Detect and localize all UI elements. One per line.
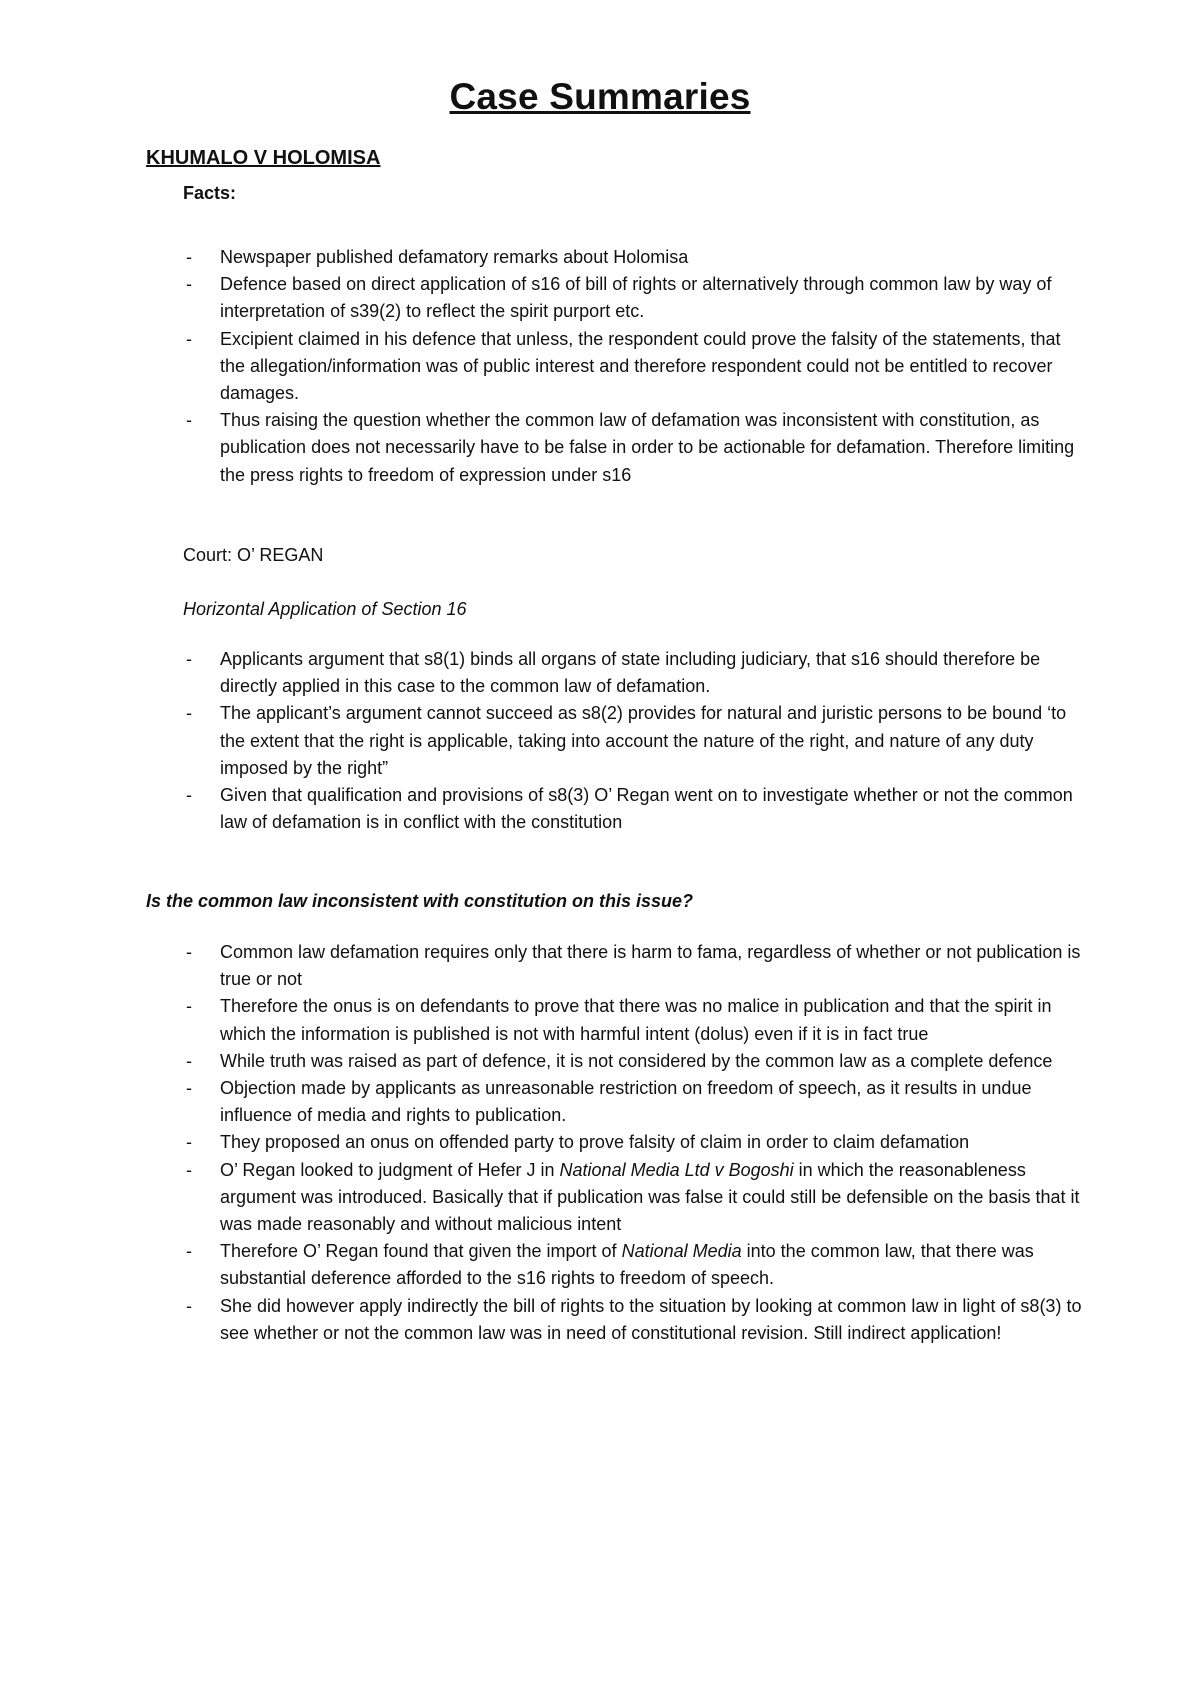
national-media-after: into the common law, that there was substantial deference afforded to the s16 rights to freedom of speech. <box>220 1241 1034 1289</box>
list-item: - O’ Regan looked to judgment of Hefer J in National Media Ltd v Bogoshi in which the reasonableness argument was introduced. Basically that if publication was false it could still be defensible on the basis that it was made reasonably and without malicious intent <box>186 1159 1080 1235</box>
court-line: Court: O’ REGAN <box>183 545 324 565</box>
list-item-text: Thus raising the question whether the common law of defamation was inconsistent with constitution, as publication does not necessarily have to be false in order to be actionable for defamation. Therefore limiting the press rights to freedom of expression under s16 <box>220 410 1075 485</box>
list-item: - They proposed an onus on offended party to prove falsity of claim in order to claim defamation <box>186 1132 970 1153</box>
list-item: - Given that qualification and provisions of s8(3) O’ Regan went on to investigate whether or not the common law of defamation is in conflict with the constitution <box>186 785 1073 833</box>
list-item-text: Objection made by applicants as unreasonable restriction on freedom of speech, as it results in undue influence of media and rights to publication. <box>220 1078 1032 1126</box>
list-item: - Applicants argument that s8(1) binds all organs of state including judiciary, that s16 should therefore be directly applied in this case to the common law of defamation. <box>186 649 1041 697</box>
list-item-text: Defence based on direct application of s16 of bill of rights or alternatively through common law by way of interpretation of s39(2) to reflect the spirit purport etc. <box>220 274 1052 322</box>
list-item-text: While truth was raised as part of defence, it is not considered by the common law as a complete defence <box>220 1050 1053 1071</box>
list-item-text: Given that qualification and provisions of s8(3) O’ Regan went on to investigate whether or not the common law of defamation is in conflict with the constitution <box>220 785 1073 833</box>
horizontal-application-heading: Horizontal Application of Section 16 <box>183 599 467 619</box>
common-law-list <box>183 939 1083 1347</box>
list-item: - While truth was raised as part of defence, it is not considered by the common law as a complete defence <box>186 1050 1053 1071</box>
case-name-heading: KHUMALO V HOLOMISA <box>146 147 381 169</box>
list-item: - Therefore the onus is on defendants to prove that there was no malice in publication and that the spirit in which the information is published is not with harmful intent (dolus) even if it is in fact true <box>186 996 1052 1044</box>
list-item: - Newspaper published defamatory remarks about Holomisa <box>186 247 689 267</box>
list-item: - Therefore O’ Regan found that given the import of National Media into the common law, that there was substantial deference afforded to the s16 rights to freedom of speech. <box>186 1241 1034 1289</box>
facts-heading: Facts: <box>183 183 237 203</box>
list-item: - Excipient claimed in his defence that unless, the respondent could prove the falsity of the statements, that the allegation/information was of public interest and therefore respondent could not be entitled to recover damages. <box>186 328 1061 404</box>
list-item: - Objection made by applicants as unreasonable restriction on freedom of speech, as it results in undue influence of media and rights to publication. <box>186 1078 1032 1126</box>
list-item-text: They proposed an onus on offended party to prove falsity of claim in order to claim defamation <box>220 1132 970 1153</box>
list-item: - The applicant’s argument cannot succeed as s8(2) provides for natural and juristic persons to be bound ‘to the extent that the right is applicable, taking into account the nature of the right, and nature of any duty imposed by the right” <box>186 703 1067 778</box>
national-media-before: Therefore O’ Regan found that given the import of <box>220 1241 622 1262</box>
hefer-after: in which the reasonableness argument was introduced. Basically that if publication was false it could still be defensible on the basis that it was made reasonably and without malicious intent <box>220 1159 1080 1235</box>
case-citation-bogoshi: National Media Ltd v Bogoshi <box>559 1159 794 1180</box>
list-item-text: Applicants argument that s8(1) binds all organs of state including judiciary, that s16 should therefore be directly applied in this case to the common law of defamation. <box>220 649 1041 697</box>
page-title: Case Summaries <box>449 76 751 117</box>
list-item: - Common law defamation requires only that there is harm to fama, regardless of whether or not publication is true or not <box>186 942 1081 990</box>
facts-list <box>183 244 1083 489</box>
list-item-text: Excipient claimed in his defence that unless, the respondent could prove the falsity of the statements, that the allegation/information was of public interest and therefore respondent could not be entitled to recover damages. <box>220 328 1061 404</box>
list-item: - Thus raising the question whether the common law of defamation was inconsistent with constitution, as publication does not necessarily have to be false in order to be actionable for defamation. Therefore limiting the press rights to freedom of expression under s16 <box>186 410 1075 485</box>
question-heading: Is the common law inconsistent with constitution on this issue? <box>146 891 694 911</box>
list-item: - She did however apply indirectly the bill of rights to the situation by looking at common law in light of s8(3) to see whether or not the common law was in need of constitutional revision. Still indirect application! <box>186 1295 1082 1343</box>
horizontal-application-list <box>183 646 1083 836</box>
list-item: - Defence based on direct application of s16 of bill of rights or alternatively through common law by way of interpretation of s39(2) to reflect the spirit purport etc. <box>186 274 1052 322</box>
list-item-text: Therefore the onus is on defendants to prove that there was no malice in publication and that the spirit in which the information is published is not with harmful intent (dolus) even if it is in fact true <box>220 996 1052 1044</box>
list-item-text: She did however apply indirectly the bill of rights to the situation by looking at common law in light of s8(3) to see whether or not the common law was in need of constitutional revision. Still indirect application! <box>220 1295 1082 1343</box>
list-item-text: Common law defamation requires only that there is harm to fama, regardless of whether or not publication is true or not <box>220 942 1081 990</box>
hefer-before: O’ Regan looked to judgment of Hefer J in <box>220 1159 560 1180</box>
case-citation-national-media: National Media <box>621 1241 742 1262</box>
list-item-text: The applicant’s argument cannot succeed as s8(2) provides for natural and juristic persons to be bound ‘to the extent that the right is applicable, taking into account the nature of the right, and nature of any duty imposed by the right” <box>220 703 1067 778</box>
list-item-text: Newspaper published defamatory remarks about Holomisa <box>220 247 689 267</box>
